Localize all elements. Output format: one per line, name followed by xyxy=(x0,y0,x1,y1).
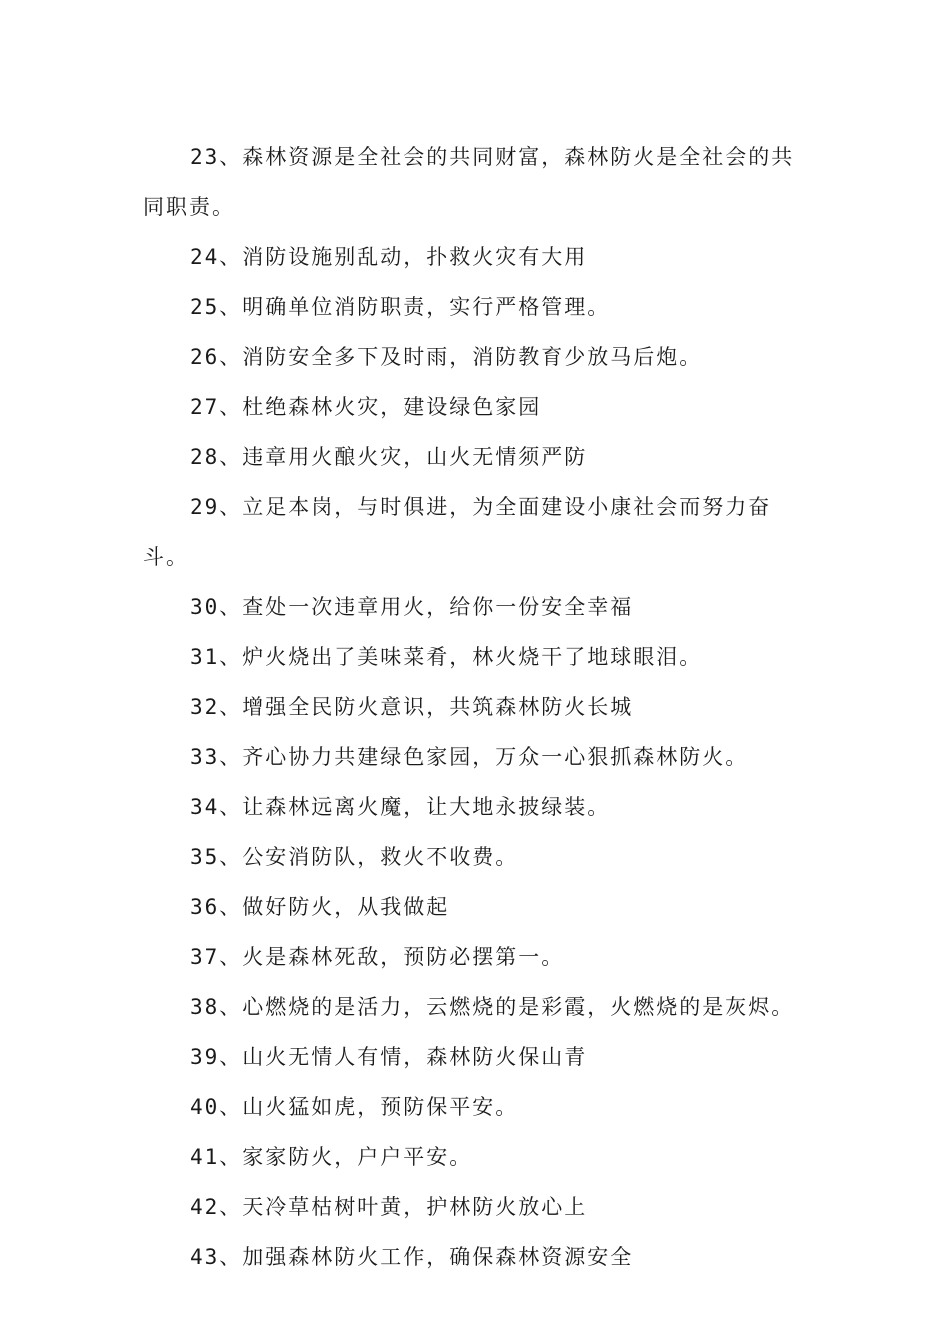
slogan-item-33: 33、齐心协力共建绿色家园，万众一心狠抓森林防火。 xyxy=(190,745,749,769)
slogan-item-40: 40、山火猛如虎，预防保平安。 xyxy=(190,1095,519,1119)
slogan-item-38: 38、心燃烧的是活力，云燃烧的是彩霞，火燃烧的是灰烬。 xyxy=(190,995,795,1019)
slogan-item-28: 28、违章用火酿火灾，山火无情须严防 xyxy=(190,445,588,469)
slogan-item-42: 42、天冷草枯树叶黄，护林防火放心上 xyxy=(190,1195,588,1219)
document-body xyxy=(143,132,808,1282)
slogan-item-43: 43、加强森林防火工作，确保森林资源安全 xyxy=(190,1245,634,1269)
slogan-item-27: 27、杜绝森林火灾，建设绿色家园 xyxy=(190,395,542,419)
slogan-item-26: 26、消防安全多下及时雨，消防教育少放马后炮。 xyxy=(190,345,703,369)
slogan-item-35: 35、公安消防队，救火不收费。 xyxy=(190,845,519,869)
slogan-item-25: 25、明确单位消防职责，实行严格管理。 xyxy=(190,295,611,319)
slogan-item-41: 41、家家防火，户户平安。 xyxy=(190,1145,473,1169)
slogan-item-34: 34、让森林远离火魔，让大地永披绿装。 xyxy=(190,795,611,819)
slogan-item-37: 37、火是森林死敌，预防必摆第一。 xyxy=(190,945,565,969)
slogan-item-31: 31、炉火烧出了美味菜肴，林火烧干了地球眼泪。 xyxy=(190,645,703,669)
slogan-item-30: 30、查处一次违章用火，给你一份安全幸福 xyxy=(190,595,634,619)
slogan-item-24: 24、消防设施别乱动，扑救火灾有大用 xyxy=(190,245,588,269)
slogan-item-39: 39、山火无情人有情，森林防火保山青 xyxy=(190,1045,588,1069)
slogan-item-32: 32、增强全民防火意识，共筑森林防火长城 xyxy=(190,695,634,719)
slogan-item-23: 23、森林资源是全社会的共同财富，森林防火是全社会的共同职责。 xyxy=(143,145,795,219)
slogan-item-36: 36、做好防火，从我做起 xyxy=(190,895,450,919)
slogan-item-29: 29、立足本岗，与时俱进，为全面建设小康社会而努力奋斗。 xyxy=(143,495,772,569)
